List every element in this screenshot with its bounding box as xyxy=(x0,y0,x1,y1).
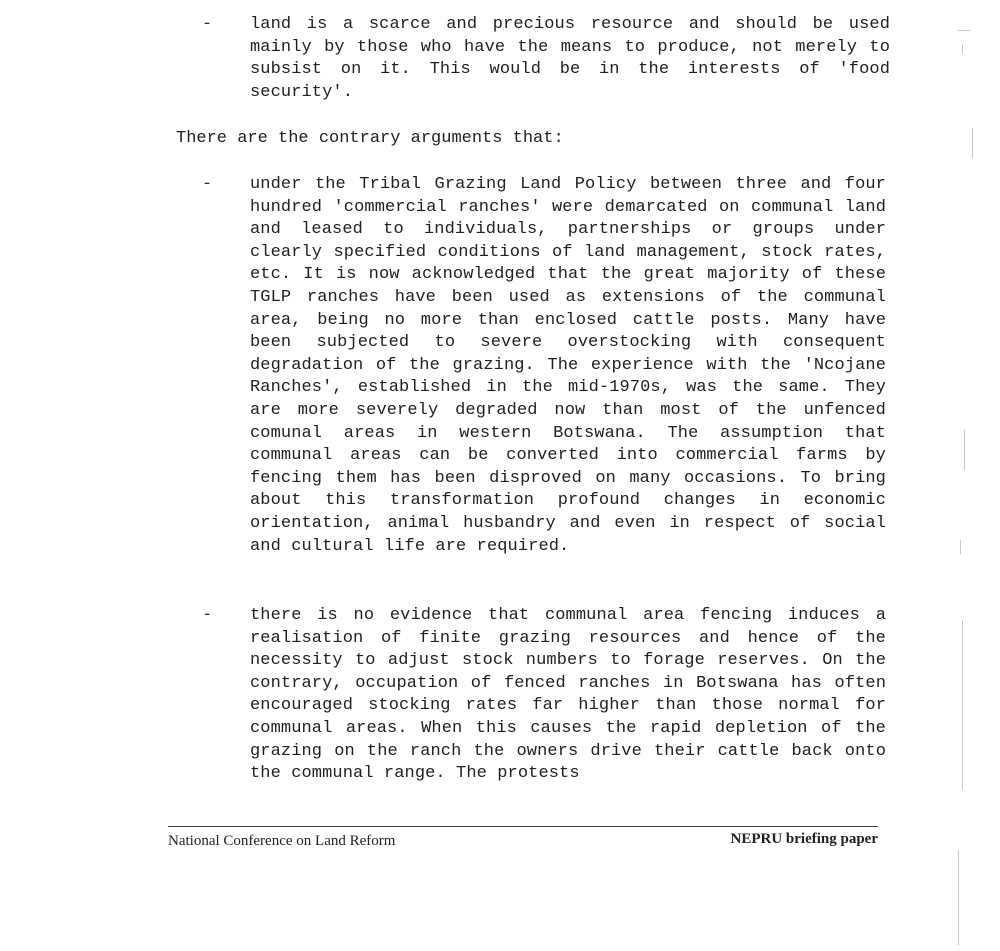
footer-paper-label: NEPRU briefing paper xyxy=(730,831,878,847)
bullet-text: land is a scarce and precious resource and should be used mainly by those who have the means to produce, not merely to subsist on it. This would be in the interests of 'food security'. xyxy=(250,15,890,102)
scan-mark xyxy=(964,430,965,470)
bullet-dash: - xyxy=(202,15,213,34)
scan-mark xyxy=(958,850,959,945)
bullet-dash: - xyxy=(202,175,213,194)
scan-mark xyxy=(960,540,961,554)
contrary-arguments-intro: There are the contrary arguments that: xyxy=(176,129,564,148)
scan-mark xyxy=(962,620,963,790)
scan-mark xyxy=(962,44,963,54)
bullet-text: there is no evidence that communal area fencing induces a realisation of finite grazing resources and hence of the necessity to adjust stock numbers to forage reserves. On the contrary, occupation of fenced ranches in Botswana has often encouraged stocking rates far higher than those normal for communal areas. When this causes the rapid depletion of the grazing on the ranch the owners drive their cattle back onto the communal range. The protests xyxy=(250,606,886,784)
footer-conference-title: National Conference on Land Reform xyxy=(168,833,396,849)
scan-mark xyxy=(958,30,970,31)
footer-divider xyxy=(168,826,878,827)
scan-margin-artifacts xyxy=(940,0,1000,951)
scan-mark xyxy=(972,128,973,158)
bullet-dash: - xyxy=(202,606,213,625)
bullet-text: under the Tribal Grazing Land Policy between three and four hundred 'commercial ranches' were demarcated on communal land and leased to individuals, partnerships or groups under clearly specified conditions of land management, stock rates, etc. It is now acknowledged that the great majority of these TGLP ranches have been used as extensions of the communal area, being no more than enclosed cattle posts. Many have been subjected to severe overstocking with consequent degradation of the grazing. The experience with the 'Ncojane Ranches', established in the mid-1970s, was the same. They are more severely degraded now than most of the unfenced comunal areas in western Botswana. The assumption that communal areas can be converted into commercial farms by fencing them has been disproved on many occasions. To bring about this transformation profound changes in economic orientation, animal husbandry and even in respect of social and cultural life are required. xyxy=(250,175,886,556)
